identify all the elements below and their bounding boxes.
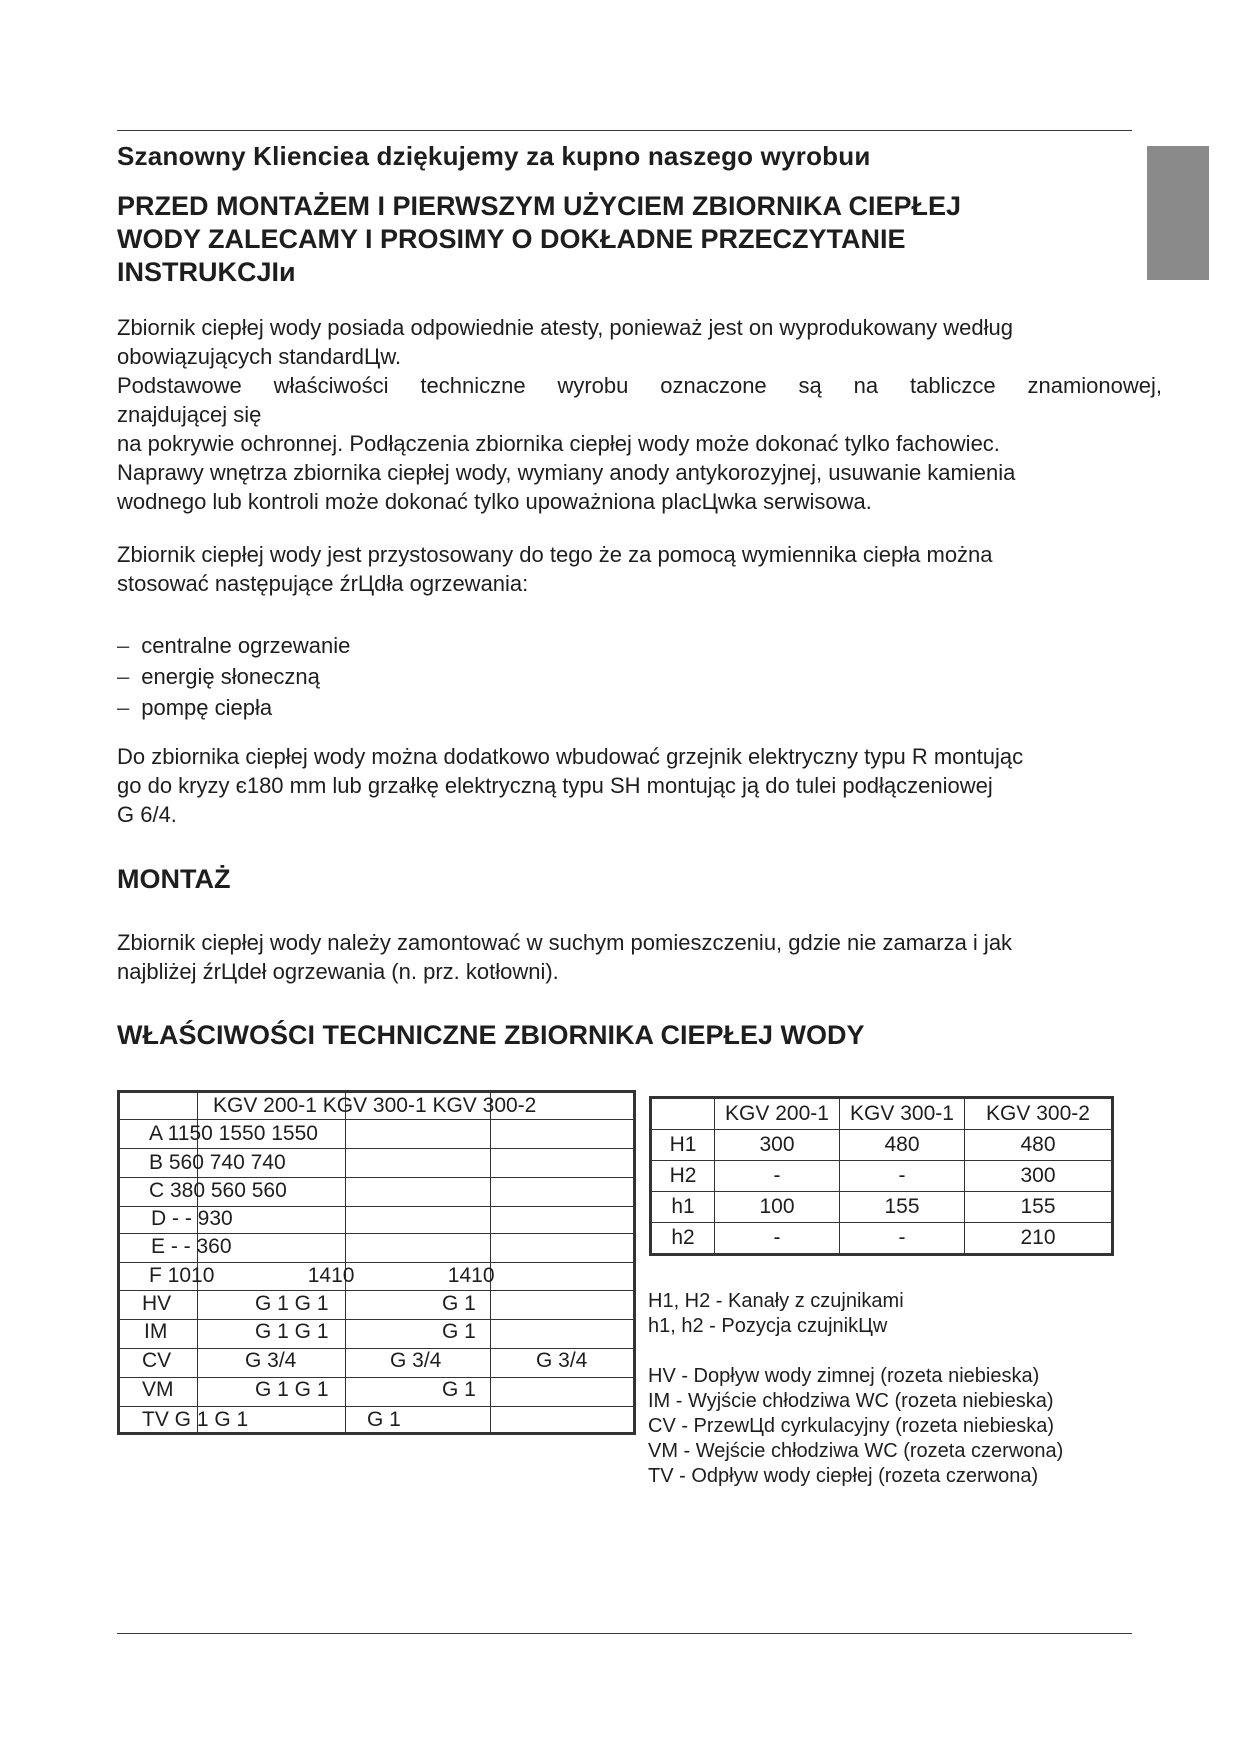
table-row: TV G 1 G 1 (142, 1408, 249, 1431)
heater-line: go do kryzy є180 mm lub grzałkę elektryczną typu SH montując ją do tulei podłączeniowej (117, 773, 993, 798)
intro-line: na pokrywie ochronnej. Podłączenia zbiornika ciepłej wody może dokonać tylko fachowiec. (117, 431, 1000, 456)
bottom-rule (117, 1633, 1132, 1634)
table-row: C 380 560 560 (149, 1179, 287, 1202)
table-cell: G 3/4 (245, 1349, 297, 1372)
legend-item: CV - PrzewЦd cyrkulacyjny (rozeta niebieska) (648, 1415, 1055, 1437)
table-cell: - (840, 1223, 965, 1255)
table-cell: G 1 (367, 1408, 401, 1431)
intro-line: Naprawy wnętrza zbiornika ciepłej wody, wymiany anody antykorozyjnej, usuwanie kamienia (117, 460, 1016, 485)
table-cell: 300 (715, 1130, 840, 1161)
table-cell: - (715, 1223, 840, 1255)
table-divider (120, 1148, 633, 1149)
montaz-line: najbliżej źrЦdeł ogrzewania (n. prz. kotłowni). (117, 959, 559, 984)
legend-item: h1, h2 - Pozycja czujnikЦw (648, 1315, 888, 1337)
table-cell: H1 (651, 1130, 715, 1161)
intro-line: obowiązujących standardЦw. (117, 344, 402, 369)
table-cell: KGV 300-2 (965, 1098, 1113, 1130)
table-cell: 155 (840, 1192, 965, 1223)
table-row: IM (144, 1320, 168, 1343)
montaz-line: Zbiornik ciepłej wody należy zamontować w suchym pomieszczeniu, gdzie nie zamarza i jak (117, 930, 1013, 955)
table-divider (120, 1319, 633, 1320)
table-row: D - - 930 (151, 1207, 233, 1230)
table-cell: KGV 200-1 (715, 1098, 840, 1130)
table-row: A 1150 1550 1550 (149, 1122, 318, 1145)
sensor-table (649, 1096, 1114, 1256)
heater-paragraph (117, 742, 1167, 829)
table-cell: - (715, 1161, 840, 1192)
table-cell: h1 (651, 1192, 715, 1223)
intro-line: Podstawowe właściwości techniczne wyrobu oznaczone są na tabliczce znamionowej, (117, 373, 1162, 398)
intro-line: znajdującej się (117, 402, 262, 427)
table-divider (120, 1233, 633, 1234)
table-cell: G 1 (442, 1292, 476, 1315)
table-row: B 560 740 740 (149, 1151, 286, 1174)
table-divider (120, 1119, 633, 1120)
intro-line: wodnego lub kontroli może dokonać tylko upoważniona placЦwka serwisowa. (117, 489, 872, 514)
sources-line: stosować następujące źrЦdła ogrzewania: (117, 571, 529, 596)
table-row: VM (142, 1378, 174, 1401)
table-header-row (651, 1098, 1113, 1130)
heat-sources-paragraph (117, 540, 1157, 598)
legend-item: IM - Wyjście chłodziwa WC (rozeta niebieska) (648, 1390, 1054, 1412)
list-item: – energię słoneczną (117, 661, 350, 692)
table-row (651, 1223, 1113, 1255)
table-row (651, 1130, 1113, 1161)
table-row: CV (142, 1349, 172, 1372)
table-cell: G 1 (442, 1320, 476, 1343)
greeting-heading: Szanowny Klienciea dziękujemy za kupno naszego wyrobuи (117, 141, 871, 171)
properties-heading: WŁAŚCIWOŚCI TECHNICZNE ZBIORNIKA CIEPŁEJ WODY (117, 1020, 865, 1050)
table-cell: G 1 G 1 (255, 1292, 329, 1315)
montaz-paragraph (117, 928, 1167, 986)
heater-line: Do zbiornika ciepłej wody można dodatkowo wbudować grzejnik elektryczny typu R montując (117, 744, 1024, 769)
heat-sources-list (117, 630, 350, 723)
table-divider (120, 1377, 633, 1378)
table-cell: KGV 300-1 (840, 1098, 965, 1130)
table-cell: 480 (840, 1130, 965, 1161)
table-row: HV (142, 1292, 172, 1315)
dimensions-table (117, 1090, 636, 1435)
table-cell: - (840, 1161, 965, 1192)
table-cell: G 3/4 (536, 1349, 588, 1372)
heater-line: G 6/4. (117, 802, 177, 827)
table-cell: 210 (965, 1223, 1113, 1255)
table-header: KGV 200-1 KGV 300-1 KGV 300-2 (213, 1094, 537, 1117)
table-cell: 100 (715, 1192, 840, 1223)
table-divider (120, 1406, 633, 1407)
section-tab-marker (1147, 146, 1209, 280)
table-divider (120, 1290, 633, 1291)
warning-line: INSTRUKCJIи (117, 257, 296, 287)
table-cell: G 1 G 1 (255, 1378, 329, 1401)
table-cell: 480 (965, 1130, 1113, 1161)
table-cell: G 3/4 (390, 1349, 442, 1372)
table-cell: G 1 (442, 1378, 476, 1401)
sensor-legend (648, 1289, 904, 1339)
table-row (651, 1161, 1113, 1192)
table-cell: 155 (965, 1192, 1113, 1223)
legend-item: TV - Odpływ wody ciepłej (rozeta czerwona) (648, 1465, 1039, 1487)
table-cell: h2 (651, 1223, 715, 1255)
ports-legend (648, 1364, 1063, 1489)
table-divider (120, 1262, 633, 1263)
table-cell: G 1 G 1 (255, 1320, 329, 1343)
table-row (651, 1192, 1113, 1223)
table-divider (120, 1177, 633, 1178)
legend-item: HV - Dopływ wody zimnej (rozeta niebieska) (648, 1365, 1040, 1387)
table-cell: 300 (965, 1161, 1113, 1192)
intro-line: Zbiornik ciepłej wody posiada odpowiednie atesty, ponieważ jest on wyprodukowany według (117, 315, 1014, 340)
warning-line: WODY ZALECAMY I PROSIMY O DOKŁADNE PRZECZYTANIE (117, 224, 906, 254)
table-cell: H2 (651, 1161, 715, 1192)
montaz-heading: MONTAŻ (117, 864, 231, 894)
list-item: – pompę ciepła (117, 692, 350, 723)
warning-line: PRZED MONTAŻEM I PIERWSZYM UŻYCIEM ZBIORNIKA CIEPŁEJ (117, 191, 962, 221)
table-row: E - - 360 (151, 1235, 232, 1258)
table-row: F 1010 1410 1410 (149, 1264, 495, 1287)
warning-heading (117, 190, 1127, 289)
top-rule (117, 130, 1132, 131)
legend-item: VM - Wejście chłodziwa WC (rozeta czerwona) (648, 1440, 1064, 1462)
table-cell (651, 1098, 715, 1130)
list-item: – centralne ogrzewanie (117, 630, 350, 661)
legend-item: H1, H2 - Kanały z czujnikami (648, 1290, 904, 1312)
sources-line: Zbiornik ciepłej wody jest przystosowany do tego że za pomocą wymiennika ciepła można (117, 542, 993, 567)
intro-paragraph (117, 313, 1162, 516)
